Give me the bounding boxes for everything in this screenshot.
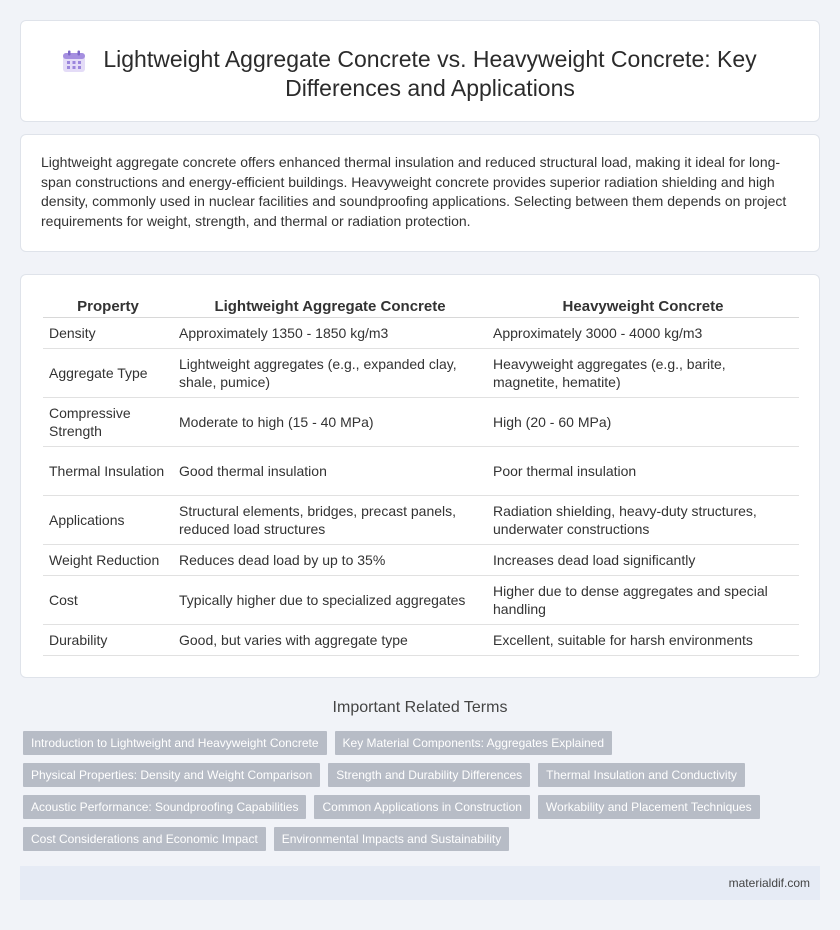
- table-cell-heavyweight: Poor thermal insulation: [487, 447, 799, 496]
- table-cell-heavyweight: Excellent, suitable for harsh environments: [487, 625, 799, 656]
- table-row: [43, 545, 799, 576]
- table-row: [43, 625, 799, 656]
- table-row: [43, 496, 799, 545]
- table-cell-lightweight: Moderate to high (15 - 40 MPa): [173, 398, 487, 447]
- tag-row: [23, 795, 803, 819]
- table-cell-property: Durability: [43, 625, 173, 656]
- title-card: [20, 20, 820, 122]
- table-row: [43, 349, 799, 398]
- related-term-tag[interactable]: Physical Properties: Density and Weight Comparison: [23, 763, 320, 787]
- tag-row: [23, 827, 803, 851]
- related-term-tag[interactable]: Thermal Insulation and Conductivity: [538, 763, 745, 787]
- table-cell-heavyweight: Heavyweight aggregates (e.g., barite, magnetite, hematite): [487, 349, 799, 398]
- table-row: [43, 318, 799, 349]
- footer: [20, 866, 820, 900]
- table-cell-heavyweight: Approximately 3000 - 4000 kg/m3: [487, 318, 799, 349]
- table-cell-property: Applications: [43, 496, 173, 545]
- table-cell-heavyweight: Higher due to dense aggregates and special handling: [487, 576, 799, 625]
- page-title: Lightweight Aggregate Concrete vs. Heavyweight Concrete: Key Differences and Applications: [103, 46, 757, 101]
- column-header-heavyweight: Heavyweight Concrete: [487, 295, 799, 318]
- related-terms-heading: Important Related Terms: [332, 699, 508, 716]
- table-header-row: [43, 295, 799, 318]
- table-cell-property: Thermal Insulation: [43, 447, 173, 496]
- table-cell-heavyweight: High (20 - 60 MPa): [487, 398, 799, 447]
- tag-row: [23, 731, 803, 755]
- table-cell-lightweight: Typically higher due to specialized aggregates: [173, 576, 487, 625]
- table-cell-property: Compressive Strength: [43, 398, 173, 447]
- table-cell-lightweight: Reduces dead load by up to 35%: [173, 545, 487, 576]
- related-term-tag[interactable]: Cost Considerations and Economic Impact: [23, 827, 266, 851]
- related-term-tag[interactable]: Workability and Placement Techniques: [538, 795, 760, 819]
- table-cell-lightweight: Lightweight aggregates (e.g., expanded clay, shale, pumice): [173, 349, 487, 398]
- calendar-grid-icon: [61, 49, 87, 75]
- related-term-tag[interactable]: Strength and Durability Differences: [328, 763, 530, 787]
- related-term-tag[interactable]: Acoustic Performance: Soundproofing Capabilities: [23, 795, 306, 819]
- table-cell-property: Aggregate Type: [43, 349, 173, 398]
- related-term-tag[interactable]: Introduction to Lightweight and Heavyweight Concrete: [23, 731, 327, 755]
- table-cell-heavyweight: Radiation shielding, heavy-duty structures, underwater constructions: [487, 496, 799, 545]
- site-name[interactable]: materialdif.com: [728, 876, 810, 890]
- table-row: [43, 398, 799, 447]
- tag-row: [23, 763, 803, 787]
- table-cell-property: Density: [43, 318, 173, 349]
- related-terms-list: [23, 731, 803, 859]
- title-wrap: [21, 45, 819, 103]
- intro-paragraph: Lightweight aggregate concrete offers enhanced thermal insulation and reduced structural load, making it ideal for long-span constructions and energy-efficient buildings. Heavyweight concrete provides superior radiation shielding and high density, commonly used in nuclear facilities and soundproofing applications. Selecting between them depends on project requirements for weight, strength, and thermal or radiation protection.: [41, 154, 787, 229]
- related-term-tag[interactable]: Key Material Components: Aggregates Explained: [335, 731, 613, 755]
- table-cell-lightweight: Structural elements, bridges, precast panels, reduced load structures: [173, 496, 487, 545]
- column-header-lightweight: Lightweight Aggregate Concrete: [173, 295, 487, 318]
- related-term-tag[interactable]: Common Applications in Construction: [314, 795, 529, 819]
- related-term-tag[interactable]: Environmental Impacts and Sustainability: [274, 827, 509, 851]
- table-cell-heavyweight: Increases dead load significantly: [487, 545, 799, 576]
- table-cell-lightweight: Good, but varies with aggregate type: [173, 625, 487, 656]
- table-cell-property: Cost: [43, 576, 173, 625]
- table-cell-property: Weight Reduction: [43, 545, 173, 576]
- intro-card: [20, 134, 820, 252]
- table-row: [43, 447, 799, 496]
- column-header-property: Property: [43, 295, 173, 318]
- table-cell-lightweight: Good thermal insulation: [173, 447, 487, 496]
- comparison-table: [43, 295, 799, 656]
- table-row: [43, 576, 799, 625]
- comparison-table-card: [20, 274, 820, 678]
- table-cell-lightweight: Approximately 1350 - 1850 kg/m3: [173, 318, 487, 349]
